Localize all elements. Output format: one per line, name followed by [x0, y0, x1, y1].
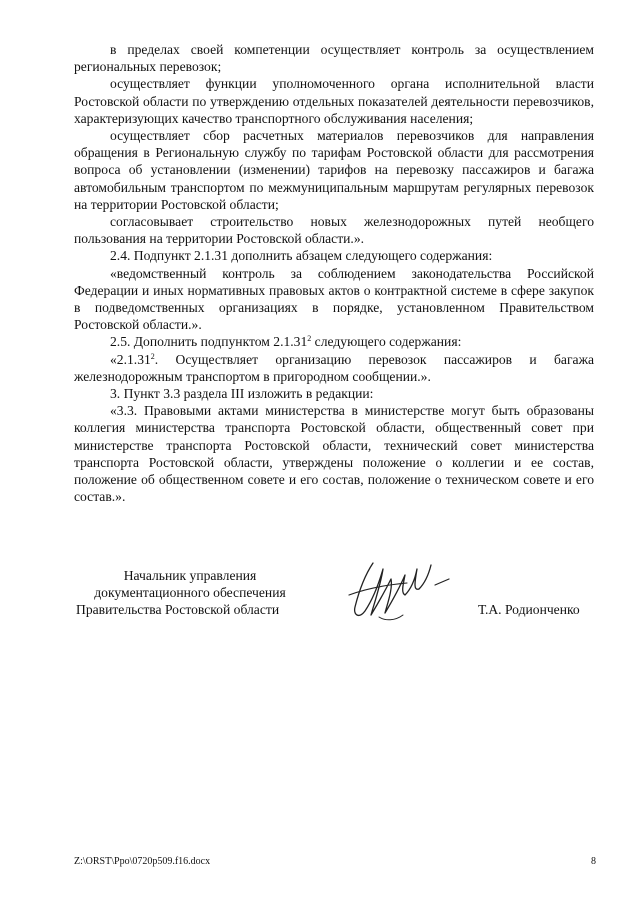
paragraph: осуществляет сбор расчетных материалов перевозчиков для направления обращения в Региональную службу по тарифам Ростовской области для рассмотрения вопроса об установлении (изменении) тарифов на перевозку пассажиров и багажа автомобильным транспортом по межмуниципальным маршрутам регулярных перевозок на территории Ростовской области;: [74, 128, 594, 212]
paragraph: «3.3. Правовыми актами министерства в министерстве могут быть образованы коллегия министерства транспорта Ростовской области, общественный совет при министерстве транспорта Ростовской области, технический совет министерства транспорта Ростовской области, утверждены положение о коллегии и ее состав, положение об общественном совете и его состав, положение о техническом совете и его состав.».: [74, 403, 594, 505]
paragraph: в пределах своей компетенции осуществляет контроль за осуществлением региональных перевозок;: [74, 42, 594, 75]
paragraph: 2.5. Дополнить подпунктом 2.1.31$^2$ следующего содержания:: [110, 334, 462, 350]
paragraph: 3. Пункт 3.3 раздела III изложить в редакции:: [110, 386, 374, 402]
position-line: документационного обеспечения: [94, 585, 286, 601]
paragraph: «ведомственный контроль за соблюдением законодательства Российской Федерации и иных нормативных правовых актов о контрактной системе в сфере закупок в подведомственных организациях в порядке, установленном Правительством Ростовской области.».: [74, 265, 594, 333]
position-line: Начальник управления: [123, 568, 257, 583]
document-body: [74, 41, 594, 505]
position-line: Правительства Ростовской области: [76, 602, 280, 618]
signatory-position: [70, 567, 310, 619]
handwritten-signature: [345, 555, 455, 625]
signature-block: [0, 555, 640, 635]
paragraph: 2.4. Подпункт 2.1.31 дополнить абзацем следующего содержания:: [110, 248, 493, 264]
file-path: Z:\ORST\Ppo\0720p509.f16.docx: [74, 856, 211, 867]
paragraph: осуществляет функции уполномоченного органа исполнительной власти Ростовской области по утверждению отдельных показателей деятельности перевозчиков, характеризующих качество транспортного обслуживания населения;: [74, 76, 594, 126]
paragraph: согласовывает строительство новых железнодорожных путей необщего пользования на территории Ростовской области.».: [74, 214, 594, 247]
signatory-name: Т.А. Родионченко: [478, 602, 580, 617]
paragraph: «2.1.31$^2$. Осуществляет организацию перевозок пассажиров и багажа железнодорожным транспортом в пригородном сообщении.».: [74, 351, 594, 384]
page-number: 8: [591, 856, 596, 867]
